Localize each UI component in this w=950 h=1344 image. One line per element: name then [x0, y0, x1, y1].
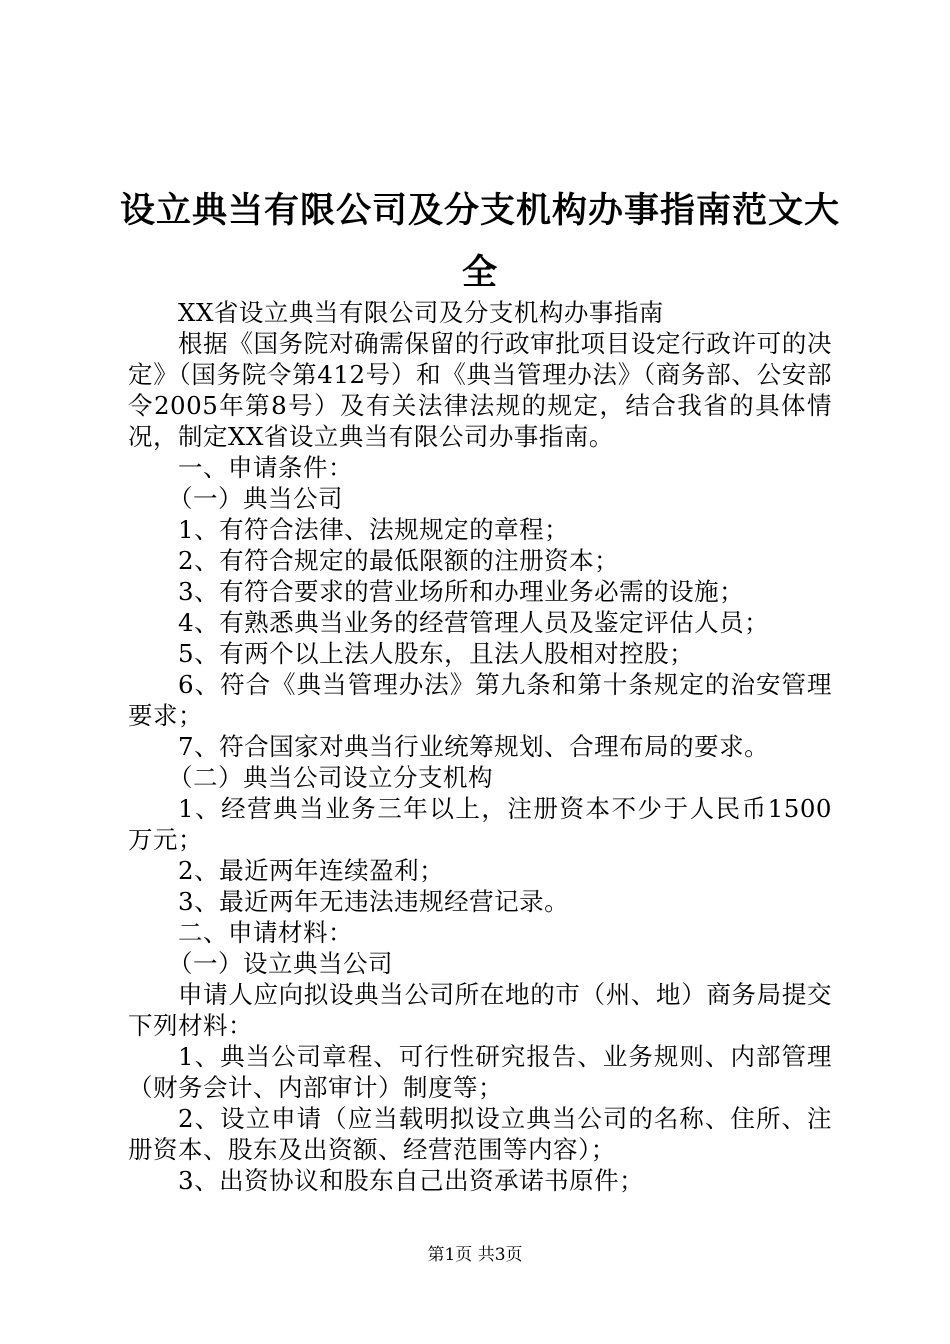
list-item: 3、出资协议和股东自己出资承诺书原件；: [178, 1166, 645, 1195]
paragraph-subtitle: XX省设立典当有限公司及分支机构办事指南: [178, 298, 664, 327]
list-item: 6、符合《典当管理办法》第九条和第十条规定的治安管理要求；: [128, 670, 832, 730]
document-body: [128, 297, 832, 1196]
subsection-heading: （一）典当公司: [168, 484, 343, 513]
list-item: 7、符合国家对典当行业统筹规划、合理布局的要求。: [178, 732, 770, 761]
list-item: 1、经营典当业务三年以上，注册资本不少于人民币1500万元；: [128, 794, 832, 854]
list-item: 1、有符合法律、法规规定的章程；: [178, 515, 570, 544]
list-item: 2、设立申请（应当载明拟设立典当公司的名称、住所、注册资本、股东及出资额、经营范围等内容）；: [128, 1104, 832, 1164]
paragraph-intro: 根据《国务院对确需保留的行政审批项目设定行政许可的决定》（国务院令第412号）和《典当管理办法》（商务部、公安部令2005年第8号）及有关法律法规的规定，结合我省的具体情况，制定XX省设立典当有限公司办事指南。: [128, 329, 832, 451]
list-item: 5、有两个以上法人股东，且法人股相对控股；: [178, 639, 695, 668]
section-heading-1: 一、申请条件：: [178, 453, 353, 482]
list-item: 3、最近两年无违法违规经营记录。: [178, 887, 570, 916]
document-title: 设立典当有限公司及分支机构办事指南范文大全: [120, 191, 841, 293]
paragraph: 申请人应向拟设典当公司所在地的市（州、地）商务局提交下列材料：: [128, 980, 832, 1040]
subsection-heading: （一）设立典当公司: [168, 949, 393, 978]
subsection-heading: （二）典当公司设立分支机构: [168, 763, 493, 792]
section-heading-2: 二、申请材料：: [178, 918, 353, 947]
list-item: 3、有符合要求的营业场所和办理业务必需的设施；: [178, 577, 745, 606]
page-footer: 第1页 共3页: [427, 1245, 523, 1265]
list-item: 1、典当公司章程、可行性研究报告、业务规则、内部管理（财务会计、内部审计）制度等；: [128, 1042, 832, 1102]
list-item: 4、有熟悉典当业务的经营管理人员及鉴定评估人员；: [178, 608, 770, 637]
list-item: 2、有符合规定的最低限额的注册资本；: [178, 546, 620, 575]
list-item: 2、最近两年连续盈利；: [178, 856, 445, 885]
